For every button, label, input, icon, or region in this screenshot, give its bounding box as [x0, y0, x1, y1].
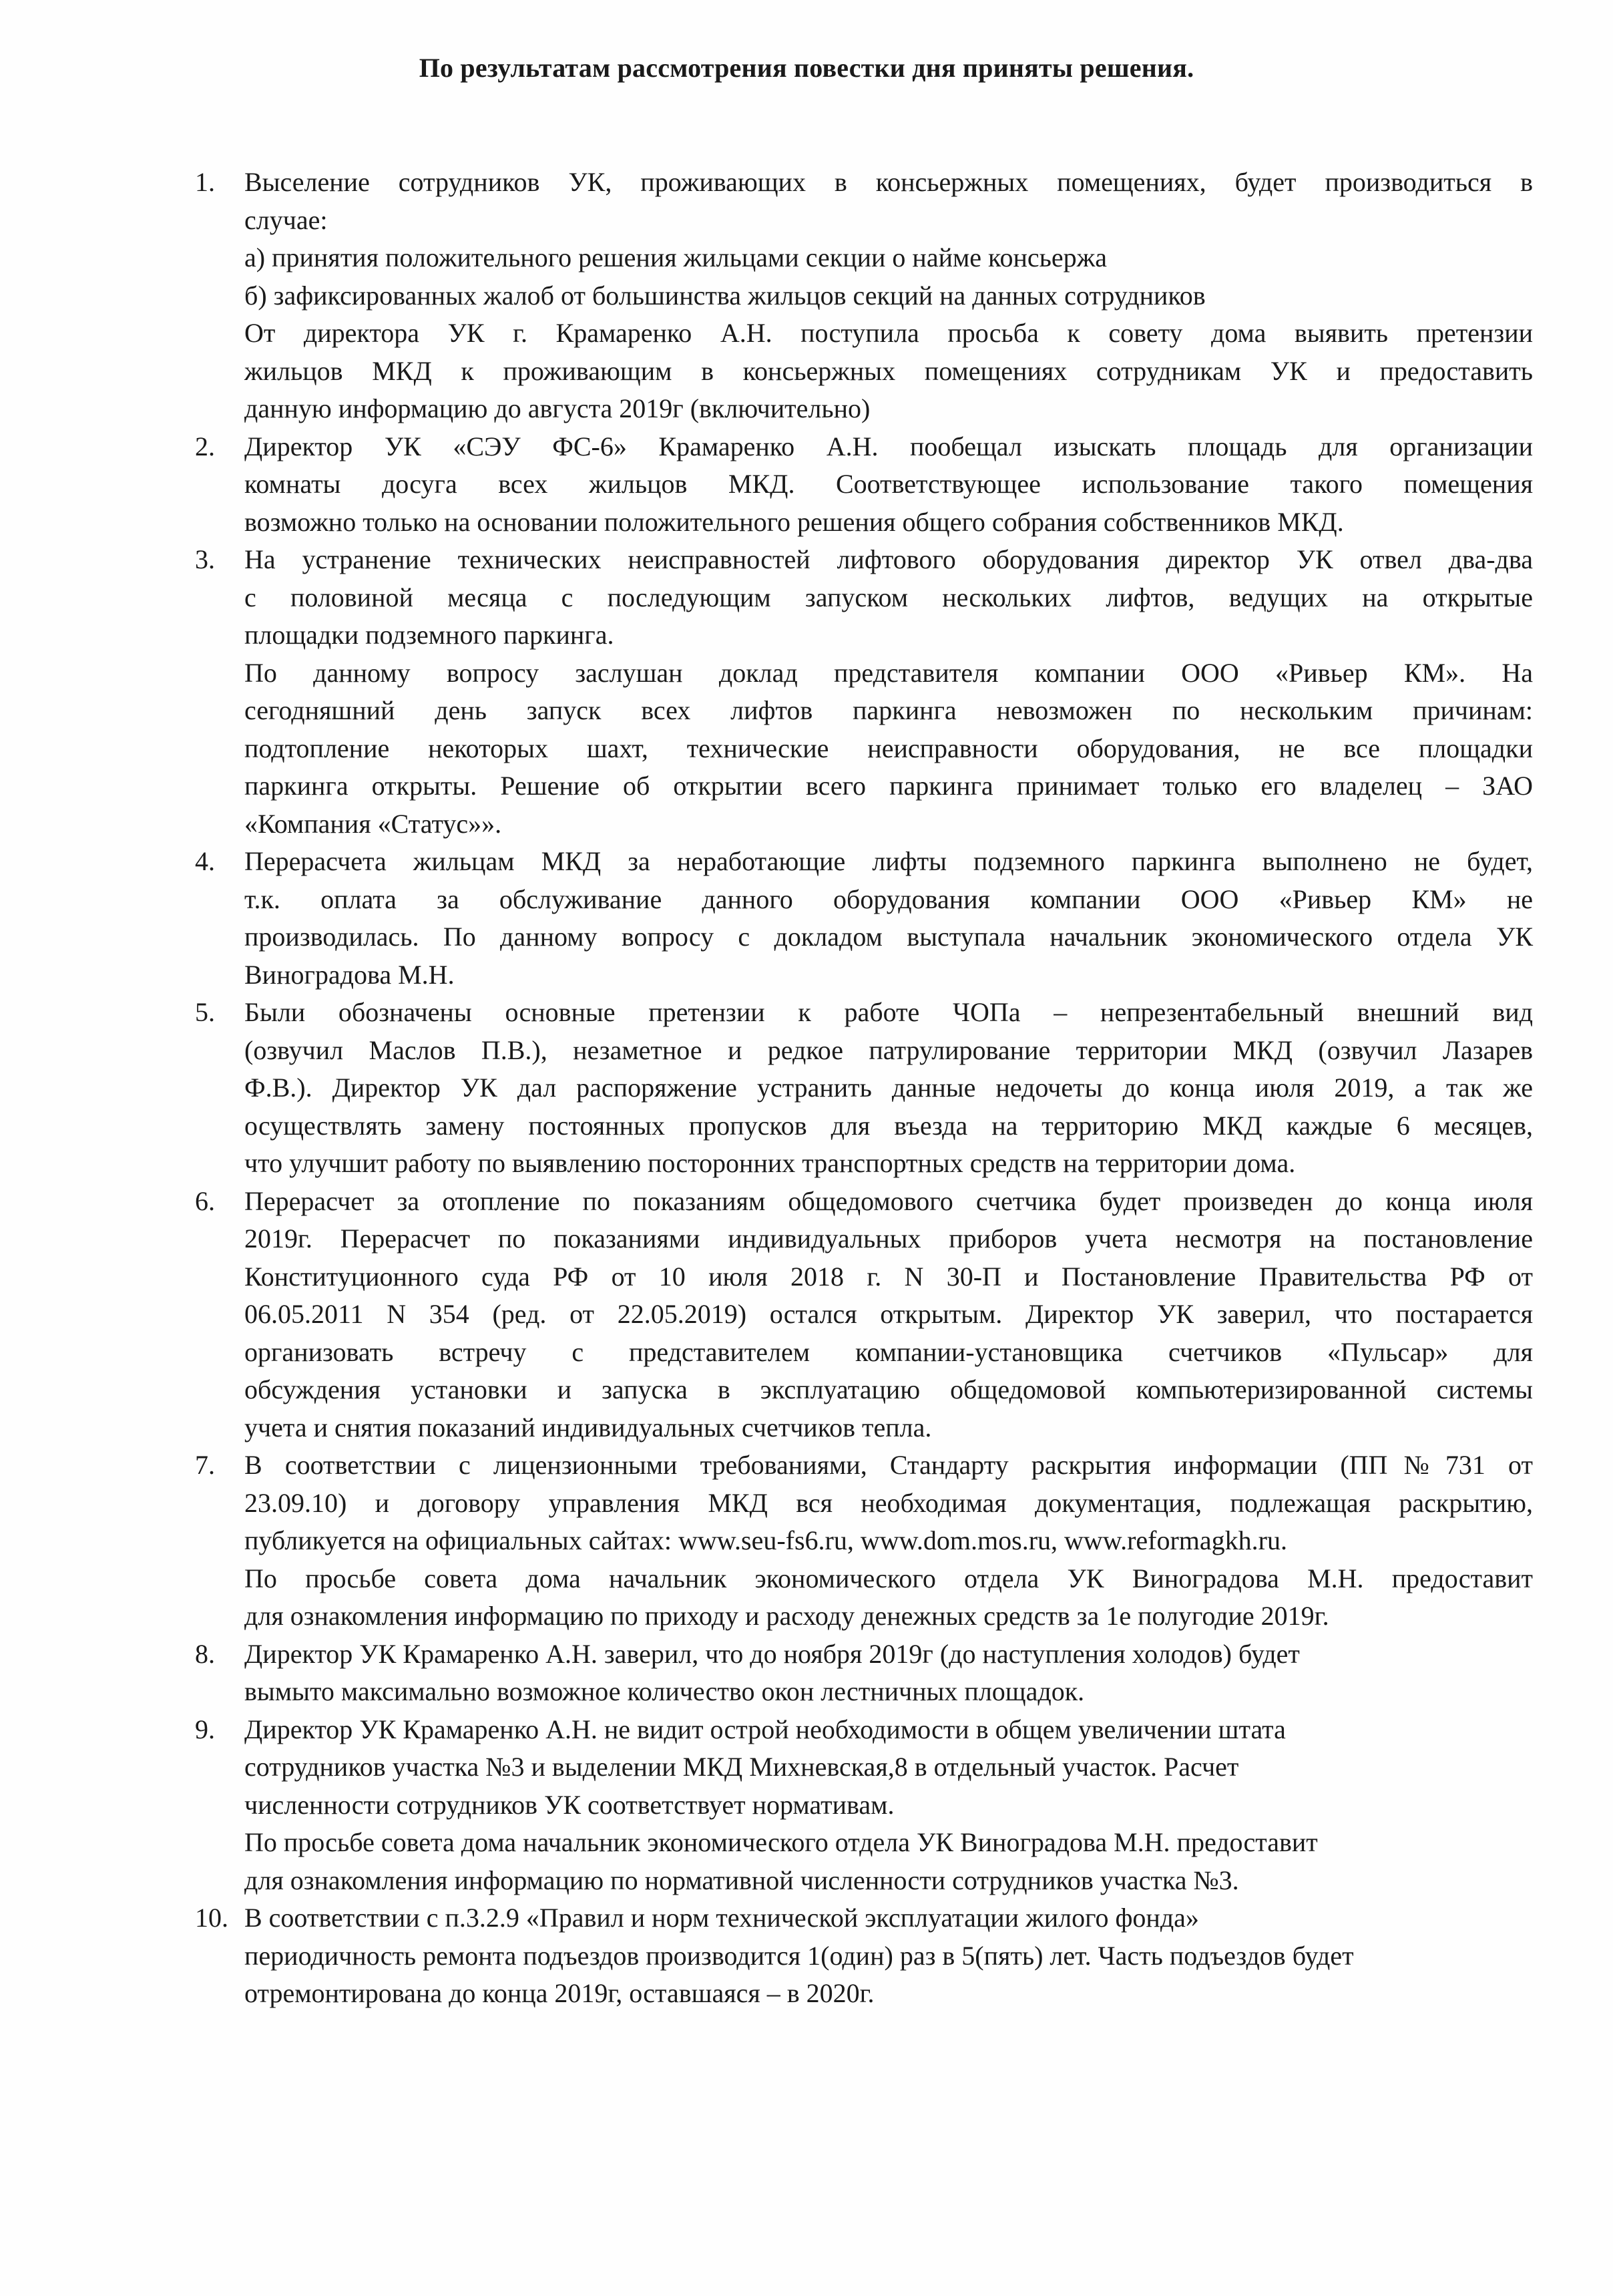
decision-number: 10.: [195, 1903, 228, 1933]
decision-item: [195, 1636, 1533, 1711]
decision-text-line: По просьбе совета дома начальник экономического отдела УК Виноградова М.Н. предоставит: [244, 1827, 1318, 1857]
decision-text-line: Перерасчет за отопление по показаниям общедомового счетчика будет произведен до конца июля: [244, 1185, 1533, 1216]
decision-item: [195, 1183, 1533, 1447]
decision-item: [195, 1447, 1533, 1636]
decision-text-line: 06.05.2011 N 354 (ред. от 22.05.2019) остался открытым. Директор УК заверил, что постарается: [244, 1299, 1533, 1329]
decision-text-line: Выселение сотрудников УК, проживающих в консьержных помещениях, будет производиться в: [244, 167, 1533, 197]
decision-text-line: Директор УК Крамаренко А.Н. заверил, что до ноября 2019г (до наступления холодов) будет: [244, 1638, 1300, 1669]
decision-text-line: От директора УК г. Крамаренко А.Н. поступила просьба к совету дома выявить претензии: [244, 318, 1533, 348]
decision-item: [195, 994, 1533, 1183]
decision-number: 2.: [195, 431, 215, 461]
decision-text-line: учета и снятия показаний индивидуальных счетчиков тепла.: [244, 1412, 932, 1443]
decision-text-line: По просьбе совета дома начальник экономического отдела УК Виноградова М.Н. предоставит: [244, 1563, 1533, 1593]
decision-list: [195, 164, 1533, 2013]
decision-item: [195, 428, 1533, 542]
decision-number: 5.: [195, 997, 215, 1027]
decision-text-line: Виноградова М.Н.: [244, 959, 455, 990]
decision-text-line: Были обозначены основные претензии к работе ЧОПа – непрезентабельный внешний вид: [244, 997, 1533, 1027]
decision-text-line: возможно только на основании положительного решения общего собрания собственников МКД.: [244, 506, 1344, 537]
decision-text-line: публикуется на официальных сайтах: www.seu-fs6.ru, www.dom.mos.ru, www.reformagkh.ru.: [244, 1525, 1287, 1555]
decision-number: 4.: [195, 846, 215, 876]
decision-text-line: паркинга открыты. Решение об открытии всего паркинга принимает только его владелец – ЗАО: [244, 771, 1533, 801]
decision-text-line: данную информацию до августа 2019г (включительно): [244, 393, 871, 423]
decision-text-line: отремонтирована до конца 2019г, оставшаяся – в 2020г.: [244, 1978, 875, 2008]
decision-number: 9.: [195, 1714, 215, 1744]
decision-item: [195, 1711, 1533, 1900]
decision-text-line: для ознакомления информацию по приходу и расходу денежных средств за 1е полугодие 2019г.: [244, 1601, 1329, 1631]
decision-text-line: Конституционного суда РФ от 10 июля 2018 г. N 30-П и Постановление Правительства РФ от: [244, 1261, 1533, 1292]
decision-text-line: Перерасчета жильцам МКД за неработающие лифты подземного паркинга выполнено не будет,: [244, 846, 1533, 876]
decision-text-line: В соответствии с лицензионными требованиями, Стандарту раскрытия информации (ПП№731 от: [244, 1450, 1533, 1480]
decision-text-line: для ознакомления информацию по нормативной численности сотрудников участка №3.: [244, 1865, 1239, 1895]
decision-text-line: жильцов МКД к проживающим в консьержных помещениях сотрудникам УК и предоставить: [244, 355, 1533, 386]
decision-text-line: комнаты досуга всех жильцов МКД. Соответствующее использование такого помещения: [244, 469, 1533, 499]
decision-text-line: В соответствии с п.3.2.9 «Правил и норм технической эксплуатации жилого фонда»: [244, 1903, 1199, 1933]
decision-text-line: «Компания «Статус»».: [244, 808, 502, 839]
decision-text-line: что улучшит работу по выявлению посторонних транспортных средств на территории дома.: [244, 1148, 1296, 1178]
decision-number: 1.: [195, 167, 215, 197]
decision-number: 8.: [195, 1638, 215, 1669]
decision-text-line: вымыто максимально возможное количество окон лестничных площадок.: [244, 1676, 1085, 1706]
decision-text-line: организовать встречу с представителем компании-установщика счетчиков «Пульсар» для: [244, 1336, 1533, 1367]
decision-number: 7.: [195, 1450, 215, 1480]
decision-text-line: осуществлять замену постоянных пропусков для въезда на территорию МКД каждые 6 месяцев,: [244, 1110, 1533, 1141]
decision-text-line: а) принятия положительного решения жильцами секции о найме консьержа: [244, 242, 1107, 272]
decision-text-line: По данному вопросу заслушан доклад представителя компании ООО «Ривьер КМ». На: [244, 657, 1533, 688]
decision-text-line: (озвучил Маслов П.В.), незаметное и редкое патрулирование территории МКД (озвучил Лазарев: [244, 1034, 1533, 1065]
decision-text-line: периодичность ремонта подъездов производится 1(один) раз в 5(пять) лет. Часть подъездов будет: [244, 1940, 1354, 1971]
decision-text-line: На устранение технических неисправностей лифтового оборудования директор УК отвел два-два: [244, 544, 1533, 574]
decision-text-line: сегодняшний день запуск всех лифтов паркинга невозможен по нескольким причинам:: [244, 695, 1533, 725]
document-title: По результатам рассмотрения повестки дня приняты решения.: [419, 53, 1194, 83]
decision-text-line: обсуждения установки и запуска в эксплуатацию общедомовой компьютеризированной системы: [244, 1374, 1533, 1404]
decision-text-line: Директор УК «СЭУ ФС-6» Крамаренко А.Н. пообещал изыскать площадь для организации: [244, 431, 1533, 461]
decision-text-line: 2019г. Перерасчет по показаниями индивидуальных приборов учета несмотря на постановление: [244, 1223, 1533, 1254]
decision-text-line: б) зафиксированных жалоб от большинства жильцов секций на данных сотрудников: [244, 280, 1206, 311]
decision-text-line: т.к. оплата за обслуживание данного оборудования компании ООО «Ривьер КМ» не: [244, 884, 1533, 914]
decision-item: [195, 541, 1533, 843]
decision-text-line: площадки подземного паркинга.: [244, 620, 614, 650]
decision-text-line: Ф.В.). Директор УК дал распоряжение устранить данные недочеты до конца июля 2019, а так же: [244, 1073, 1533, 1103]
decision-number: 3.: [195, 544, 215, 574]
decision-text-line: производилась. По данному вопросу с докладом выступала начальник экономического отдела УК: [244, 922, 1533, 952]
decision-item: [195, 843, 1533, 994]
decision-text-line: сотрудников участка №3 и выделении МКД Михневская,8 в отдельный участок. Расчет: [244, 1752, 1239, 1782]
decision-text-line: 23.09.10) и договору управления МКД вся необходимая документация, подлежащая раскрытию,: [244, 1487, 1533, 1518]
decision-text-line: случае:: [244, 204, 328, 235]
decision-text-line: подтопление некоторых шахт, технические неисправности оборудования, не все площадки: [244, 733, 1533, 763]
decision-text-line: Директор УК Крамаренко А.Н. не видит острой необходимости в общем увеличении штата: [244, 1714, 1286, 1744]
decision-item: [195, 164, 1533, 428]
decision-item: [195, 1899, 1533, 2013]
decision-text-line: численности сотрудников УК соответствует нормативам.: [244, 1789, 895, 1820]
decision-text-line: с половиной месяца с последующим запуском нескольких лифтов, ведущих на открытые: [244, 582, 1533, 612]
decision-number: 6.: [195, 1185, 215, 1216]
